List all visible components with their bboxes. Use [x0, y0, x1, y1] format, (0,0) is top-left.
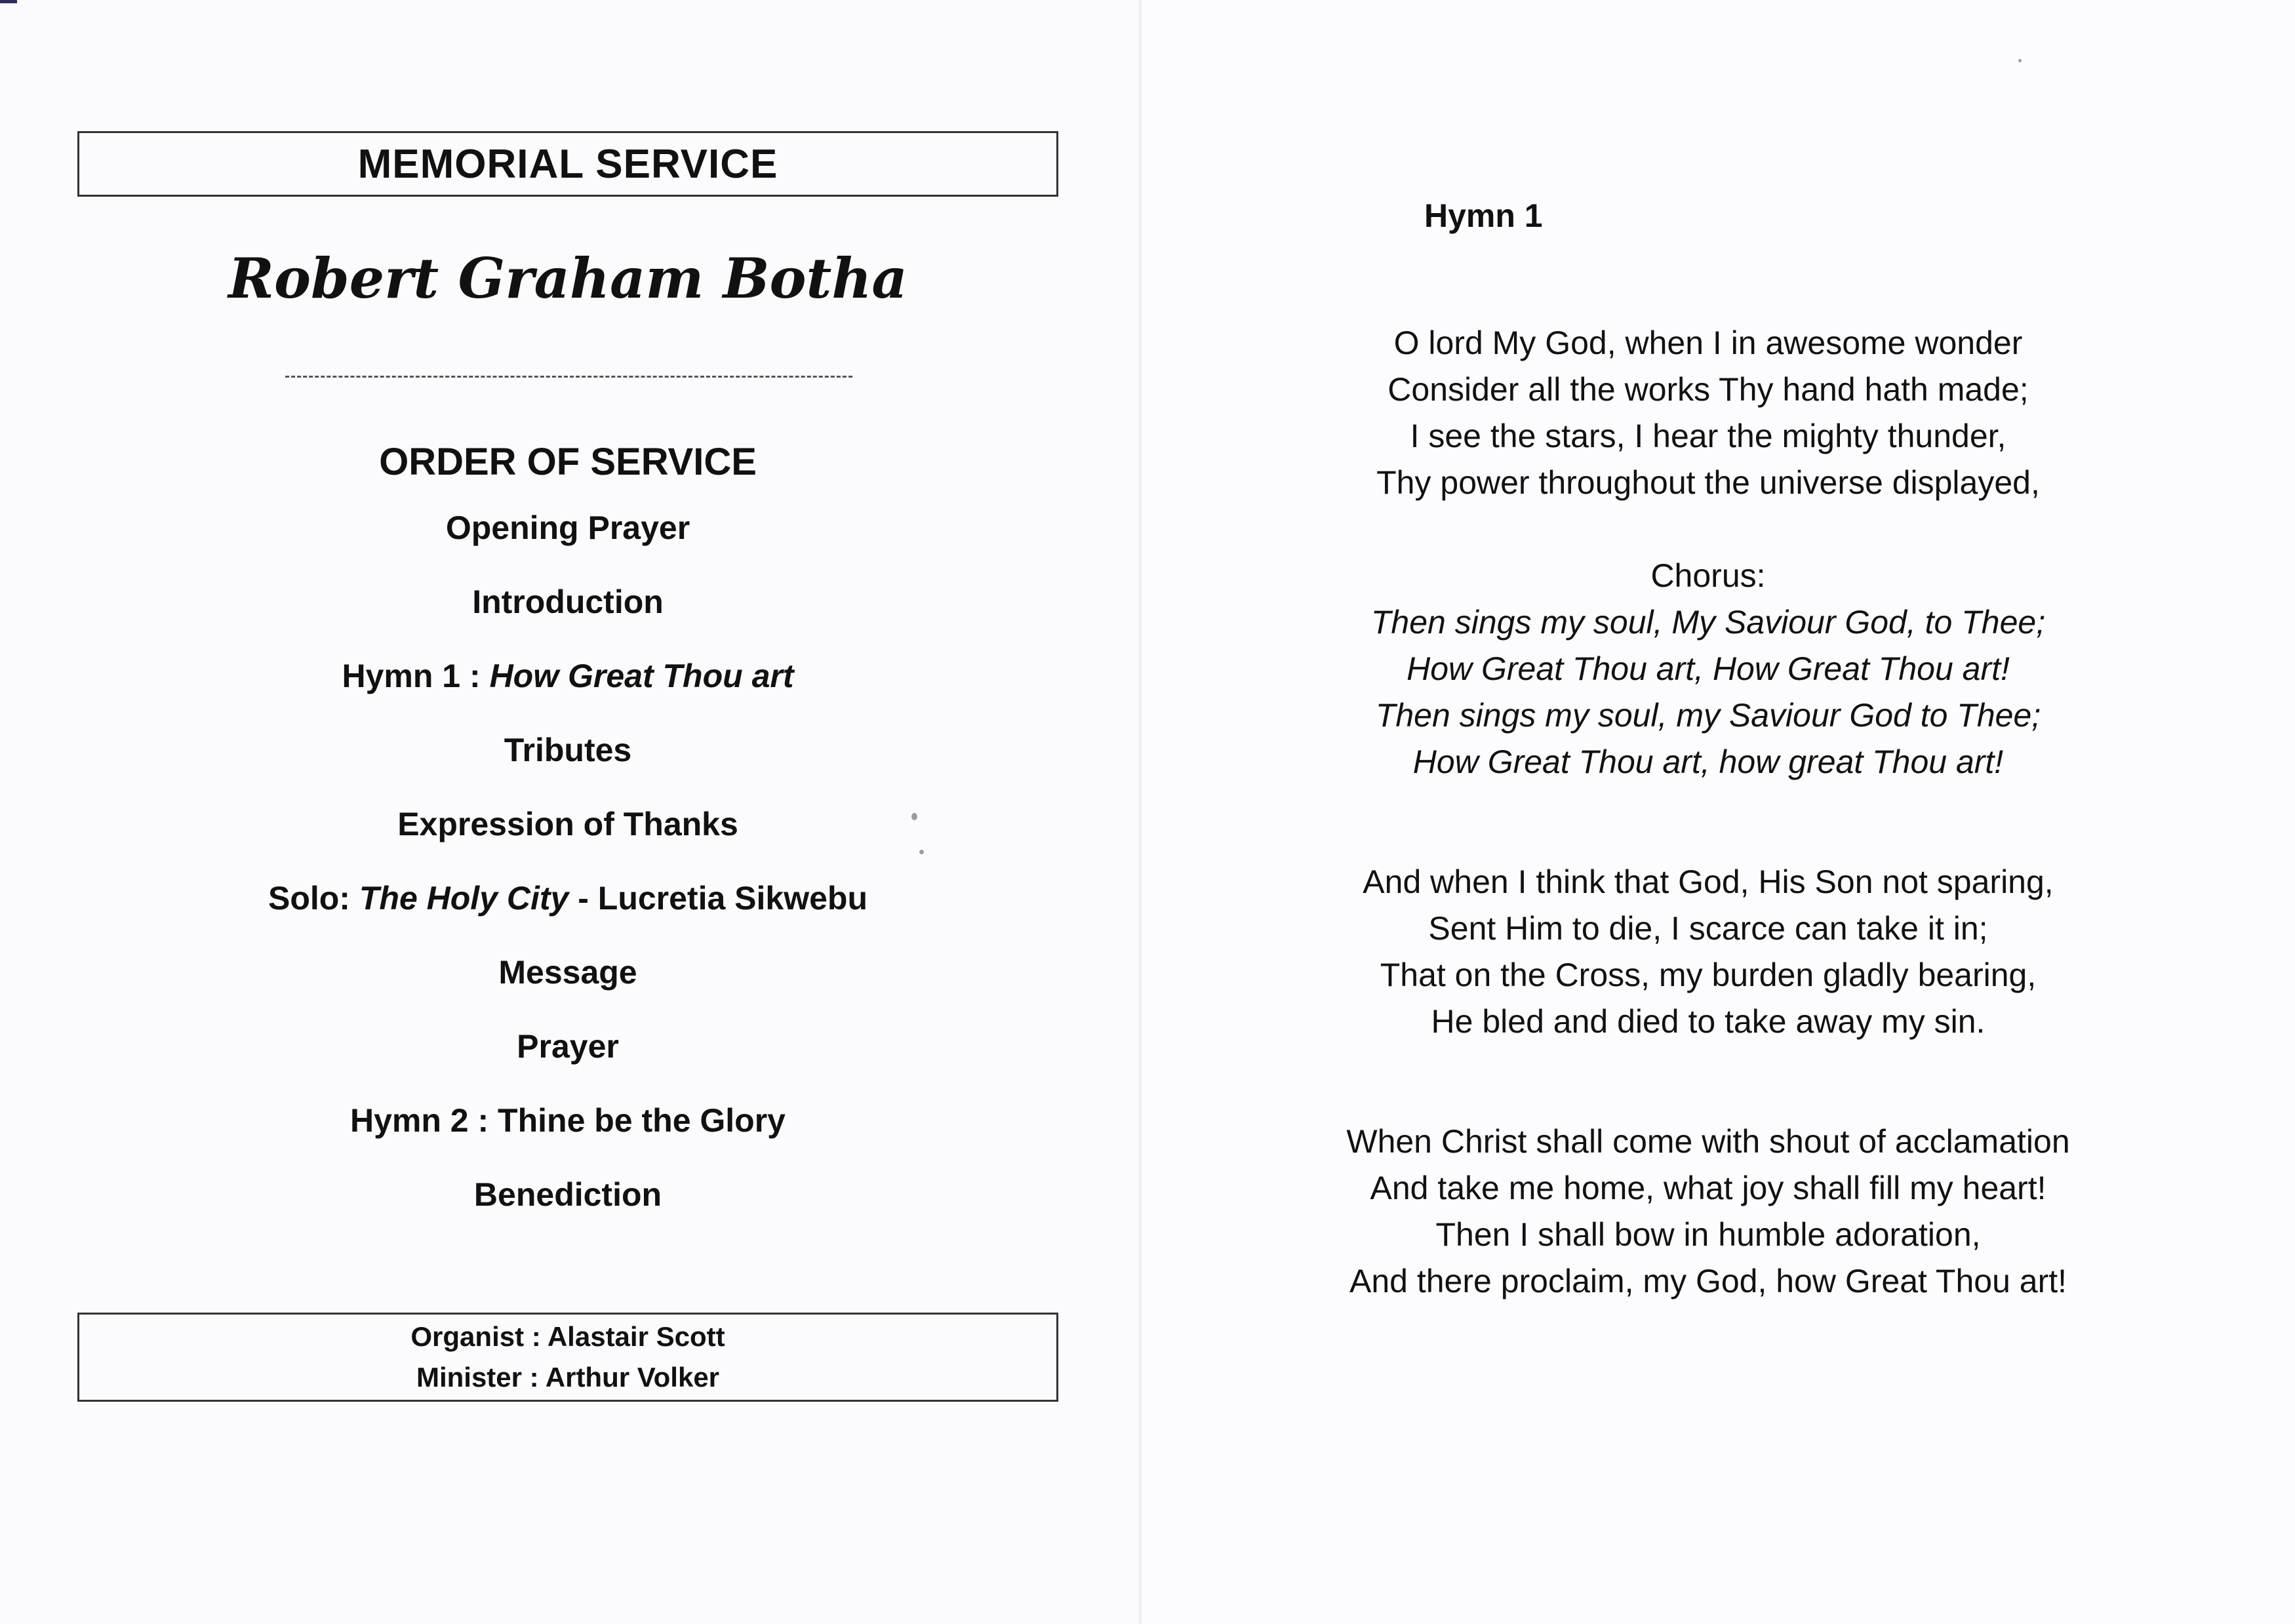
chorus-line: Then sings my soul, my Saviour God to Thee;	[1375, 697, 2041, 734]
lyric-line: And take me home, what joy shall fill my heart!	[1370, 1170, 2046, 1206]
order-item-hymn-1-title: How Great Thou art	[489, 658, 794, 694]
scan-speck	[2018, 59, 2022, 62]
order-item-prayer: Prayer	[517, 1028, 619, 1065]
lyric-line: Consider all the works Thy hand hath made;	[1387, 371, 2029, 408]
deceased-name: Robert Graham Botha	[228, 246, 908, 311]
scan-corner-mark	[0, 0, 17, 3]
order-item-benediction: Benediction	[473, 1176, 662, 1213]
lyric-line: Then I shall bow in humble adoration,	[1435, 1216, 1981, 1253]
hymn-title: Hymn 1	[1424, 197, 1543, 234]
lyric-line: O lord My God, when I in awesome wonder	[1393, 325, 2023, 361]
verse-1	[1285, 320, 2131, 506]
memorial-service-header-box	[77, 131, 1058, 197]
chorus-line: How Great Thou art, how great Thou art!	[1412, 743, 2004, 780]
organist-credit: Organist : Alastair Scott	[410, 1321, 725, 1352]
lyric-line: He bled and died to take away my sin.	[1431, 1003, 1986, 1040]
lyric-line: Sent Him to die, I scarce can take it in;	[1428, 910, 1988, 947]
order-item-hymn-2: Hymn 2 : Thine be the Glory	[350, 1102, 786, 1139]
lyric-line: I see the stars, I hear the mighty thunder,	[1410, 418, 2006, 454]
lyric-line: Thy power throughout the universe displayed,	[1376, 464, 2040, 501]
order-item-solo-prefix: Solo:	[268, 880, 359, 917]
order-item-opening-prayer: Opening Prayer	[445, 509, 690, 546]
dashed-divider	[285, 376, 852, 378]
verse-3	[1285, 1119, 2131, 1305]
order-item-solo-performer: - Lucretia Sikwebu	[569, 880, 868, 917]
lyric-line: That on the Cross, my burden gladly bearing,	[1380, 957, 2037, 993]
order-of-service-heading: ORDER OF SERVICE	[379, 441, 757, 483]
order-of-service	[77, 433, 1058, 1239]
order-item-message: Message	[498, 954, 637, 991]
order-item-solo-title: The Holy City	[359, 880, 569, 917]
order-item-introduction: Introduction	[472, 584, 664, 620]
memorial-service-title: MEMORIAL SERVICE	[357, 141, 778, 187]
hymn-lyrics	[1285, 320, 2131, 1351]
order-item-solo	[77, 869, 1058, 943]
order-item-hymn-1-prefix: Hymn 1 :	[342, 658, 490, 694]
chorus	[1285, 553, 2131, 785]
credits-box	[77, 1313, 1058, 1402]
chorus-label: Chorus:	[1650, 557, 1766, 594]
order-item-hymn-1	[77, 646, 1058, 721]
chorus-line: Then sings my soul, My Saviour God, to Thee;	[1370, 604, 2046, 641]
page-fold	[1139, 0, 1142, 1624]
lyric-line: When Christ shall come with shout of acclamation	[1346, 1123, 2070, 1160]
order-item-tributes: Tributes	[504, 732, 632, 768]
lyric-line: And when I think that God, His Son not sparing,	[1363, 863, 2054, 900]
verse-2	[1285, 859, 2131, 1045]
order-item-expression-of-thanks: Expression of Thanks	[397, 806, 738, 842]
lyric-line: And there proclaim, my God, how Great Thou art!	[1349, 1263, 2067, 1299]
minister-credit: Minister : Arthur Volker	[416, 1362, 720, 1393]
chorus-line: How Great Thou art, How Great Thou art!	[1407, 650, 2010, 687]
